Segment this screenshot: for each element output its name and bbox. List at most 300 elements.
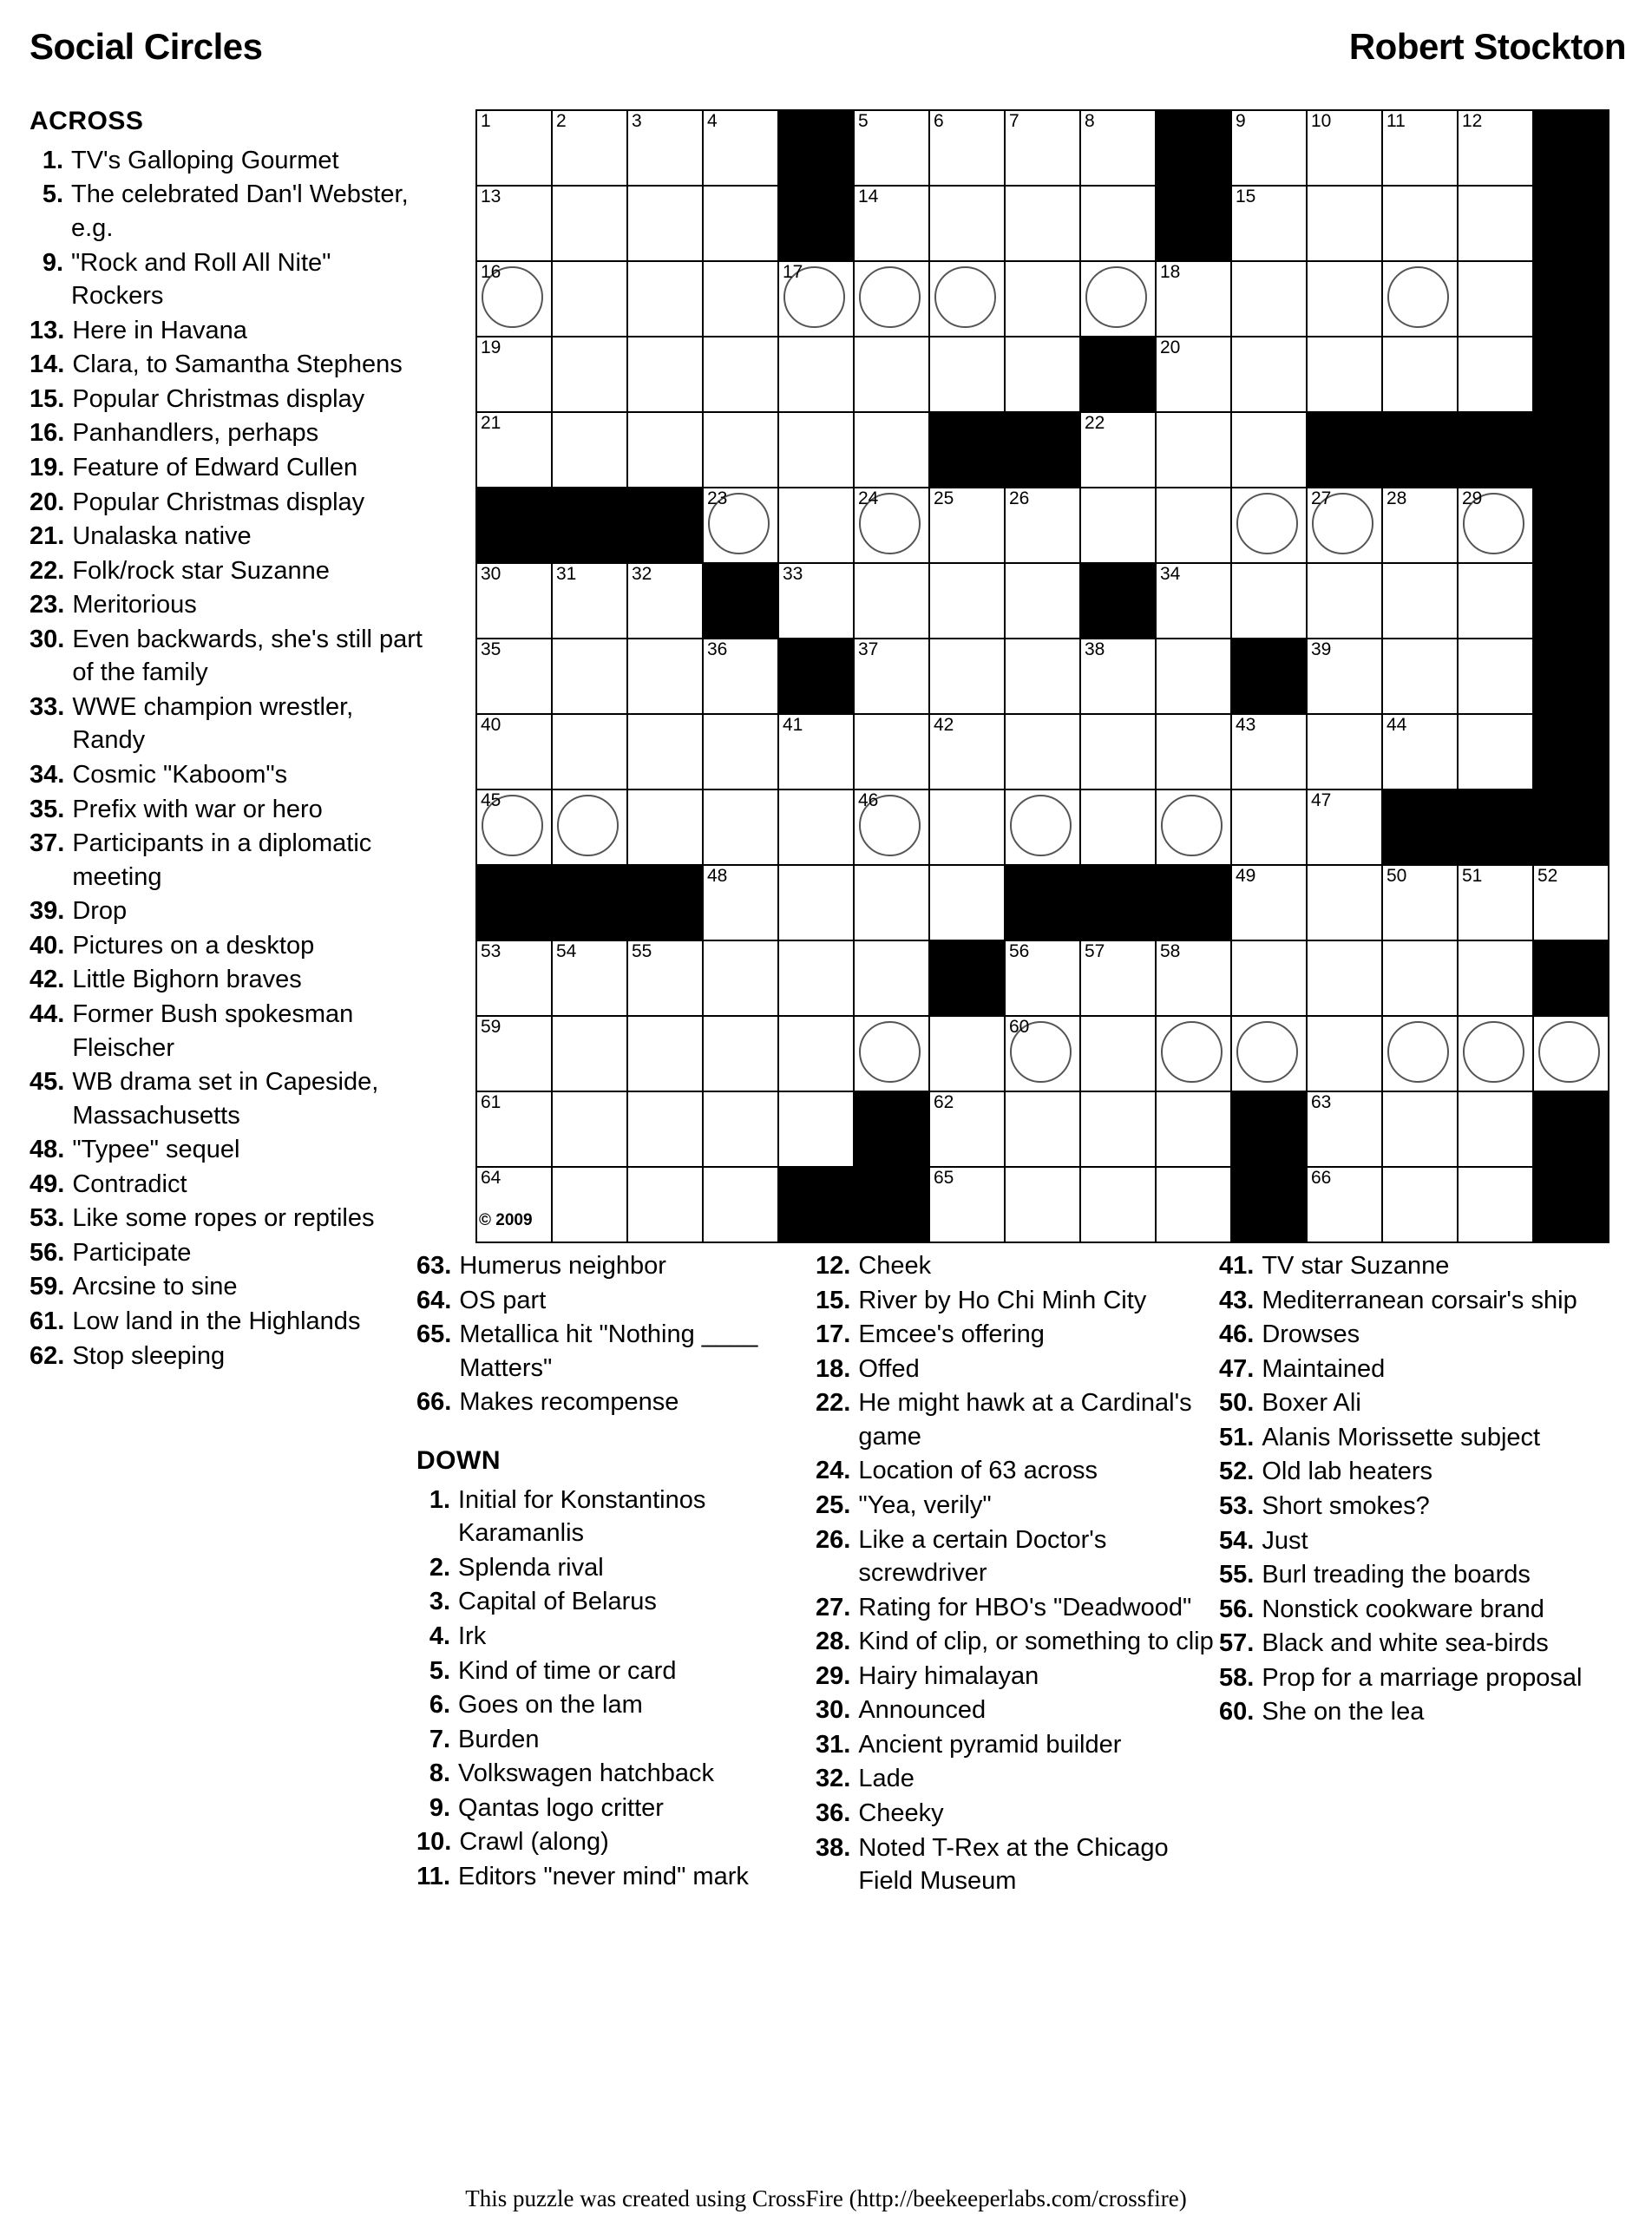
grid-cell[interactable] [1156, 563, 1231, 639]
grid-cell[interactable] [552, 412, 627, 488]
grid-cell[interactable] [1307, 186, 1382, 261]
grid-cell[interactable] [1156, 1167, 1231, 1242]
grid-cell[interactable] [1080, 1091, 1156, 1167]
grid-cell[interactable] [552, 1167, 627, 1242]
grid-cell[interactable] [1458, 488, 1533, 563]
across-clue-item[interactable] [30, 348, 429, 382]
across-clue-item[interactable] [30, 486, 429, 520]
grid-cell[interactable] [1231, 488, 1307, 563]
down-clue-item[interactable] [816, 1249, 1219, 1283]
down-clue-item[interactable] [1219, 1284, 1627, 1318]
grid-cell[interactable] [854, 412, 929, 488]
grid-cell[interactable] [1458, 1167, 1533, 1242]
clue-text: River by Ho Chi Minh City [858, 1286, 1147, 1314]
grid-cell[interactable] [1231, 1016, 1307, 1091]
circle-marker-icon [557, 795, 619, 856]
grid-cell[interactable] [1382, 714, 1458, 789]
grid-cell[interactable] [1005, 186, 1080, 261]
grid-cell[interactable] [1005, 261, 1080, 337]
grid-cell[interactable] [552, 1016, 627, 1091]
grid-block-cell [1533, 261, 1609, 337]
grid-cell[interactable] [778, 563, 854, 639]
grid-cell[interactable] [1080, 412, 1156, 488]
grid-cell[interactable] [1307, 261, 1382, 337]
grid-cell[interactable] [703, 488, 778, 563]
down-clue-item[interactable] [816, 1762, 1219, 1796]
grid-cell[interactable] [1458, 337, 1533, 412]
grid-cell[interactable] [1156, 412, 1231, 488]
down-clue-item[interactable] [416, 1723, 816, 1757]
across-clue-item[interactable] [30, 894, 429, 928]
down-clue-item[interactable] [1219, 1318, 1627, 1352]
down-clue-item[interactable] [816, 1728, 1219, 1762]
grid-cell[interactable] [1156, 261, 1231, 337]
grid-cell[interactable] [627, 639, 703, 714]
grid-cell[interactable] [778, 488, 854, 563]
grid-cell[interactable] [1458, 639, 1533, 714]
across-clue-item[interactable] [30, 554, 429, 588]
grid-cell[interactable] [1231, 865, 1307, 940]
grid-cell[interactable] [476, 261, 552, 337]
grid-cell[interactable] [552, 789, 627, 865]
grid-cell[interactable] [1005, 563, 1080, 639]
down-clue-item[interactable] [416, 1551, 816, 1585]
across-clue-item[interactable] [30, 1340, 429, 1373]
grid-cell[interactable] [1382, 261, 1458, 337]
grid-cell-number: 49 [1236, 866, 1256, 886]
grid-row [476, 337, 1609, 412]
down-clue-item[interactable] [816, 1284, 1219, 1318]
grid-cell[interactable] [1382, 1091, 1458, 1167]
grid-cell[interactable] [778, 261, 854, 337]
down-clue-item[interactable] [816, 1831, 1219, 1898]
grid-cell[interactable] [552, 940, 627, 1016]
clue-number: 1. [429, 1485, 450, 1514]
grid-cell[interactable] [929, 789, 1005, 865]
grid-cell[interactable] [778, 789, 854, 865]
grid-cell[interactable] [854, 337, 929, 412]
grid-cell[interactable] [1005, 488, 1080, 563]
circle-marker-icon [934, 266, 996, 328]
across-clue-item[interactable] [30, 588, 429, 622]
grid-block-cell [627, 865, 703, 940]
down-clue-item[interactable] [1219, 1558, 1627, 1592]
across-clue-item[interactable] [30, 1270, 429, 1304]
across-clue-item[interactable] [30, 758, 429, 792]
grid-cell[interactable] [929, 1016, 1005, 1091]
grid-cell[interactable] [854, 789, 929, 865]
grid-cell[interactable] [1005, 1167, 1080, 1242]
grid-cell[interactable] [854, 186, 929, 261]
across-clue-item[interactable] [30, 793, 429, 827]
grid-cell[interactable] [476, 1091, 552, 1167]
grid-cell[interactable] [1458, 714, 1533, 789]
grid-cell[interactable] [854, 488, 929, 563]
across-clue-item[interactable] [30, 827, 429, 894]
down-clue-item[interactable] [1219, 1524, 1627, 1558]
grid-cell[interactable] [1382, 940, 1458, 1016]
across-clue-item[interactable] [30, 144, 429, 178]
across-clue-item[interactable] [30, 623, 429, 690]
grid-cell[interactable] [1382, 563, 1458, 639]
grid-cell-number: 7 [1009, 111, 1019, 131]
grid-cell[interactable] [476, 186, 552, 261]
down-clue-item[interactable] [416, 1620, 816, 1654]
grid-cell[interactable] [1156, 714, 1231, 789]
across-clue-item[interactable] [30, 246, 429, 313]
across-clue-item[interactable] [30, 314, 429, 348]
clue-number: 57. [1219, 1629, 1255, 1658]
grid-cell[interactable] [1382, 639, 1458, 714]
grid-row [476, 714, 1609, 789]
grid-cell[interactable] [1231, 261, 1307, 337]
clue-number: 65. [416, 1320, 452, 1349]
grid-cell[interactable] [552, 639, 627, 714]
grid-cell[interactable] [1080, 639, 1156, 714]
grid-cell[interactable] [929, 865, 1005, 940]
grid-cell[interactable] [854, 563, 929, 639]
grid-cell-number: 11 [1386, 111, 1406, 131]
grid-cell[interactable] [552, 186, 627, 261]
across-clue-item[interactable] [30, 963, 429, 997]
grid-cell[interactable] [1156, 940, 1231, 1016]
grid-cell[interactable] [1231, 412, 1307, 488]
grid-cell[interactable] [476, 639, 552, 714]
grid-cell[interactable] [627, 1016, 703, 1091]
grid-cell[interactable] [1080, 488, 1156, 563]
grid-cell[interactable] [778, 412, 854, 488]
grid-cell[interactable] [1307, 639, 1382, 714]
clue-text: Alanis Morissette subject [1262, 1423, 1541, 1451]
grid-cell[interactable] [929, 110, 1005, 186]
grid-block-cell [1533, 563, 1609, 639]
across-clue-list-1 [30, 144, 429, 1373]
across-clue-item[interactable] [30, 520, 429, 554]
down-clue-item[interactable] [816, 1625, 1219, 1659]
grid-cell[interactable] [1080, 714, 1156, 789]
clue-text: He might hawk at a Cardinal's game [858, 1389, 1192, 1451]
grid-cell[interactable] [1382, 488, 1458, 563]
down-clue-item[interactable] [1219, 1386, 1627, 1420]
grid-cell[interactable] [854, 639, 929, 714]
grid-cell[interactable] [627, 337, 703, 412]
grid-cell[interactable] [703, 714, 778, 789]
grid-block-cell [778, 1167, 854, 1242]
grid-cell[interactable] [1005, 940, 1080, 1016]
grid-cell[interactable] [1231, 714, 1307, 789]
grid-cell[interactable] [1382, 337, 1458, 412]
down-clue-item[interactable] [816, 1660, 1219, 1694]
across-clue-item[interactable] [30, 691, 429, 757]
grid-cell[interactable] [476, 714, 552, 789]
grid-cell[interactable] [1382, 1016, 1458, 1091]
grid-cell-number: 32 [632, 564, 652, 584]
grid-cell[interactable] [552, 563, 627, 639]
grid-cell-number: 9 [1236, 111, 1246, 131]
across-clue-item[interactable] [30, 178, 429, 245]
grid-cell[interactable] [703, 412, 778, 488]
grid-cell[interactable] [627, 1167, 703, 1242]
grid-cell[interactable] [929, 1167, 1005, 1242]
clue-number: 14. [30, 351, 65, 379]
grid-cell[interactable] [627, 186, 703, 261]
grid-cell[interactable] [1307, 865, 1382, 940]
down-clue-item[interactable] [1219, 1593, 1627, 1627]
grid-cell[interactable] [1080, 789, 1156, 865]
down-clue-item[interactable] [1219, 1627, 1627, 1661]
grid-cell[interactable] [1231, 110, 1307, 186]
grid-cell[interactable] [703, 261, 778, 337]
grid-table[interactable] [475, 109, 1609, 1243]
down-clue-item[interactable] [416, 1825, 816, 1859]
grid-cell[interactable] [1156, 1091, 1231, 1167]
down-clue-item[interactable] [816, 1797, 1219, 1831]
grid-cell[interactable] [1231, 337, 1307, 412]
grid-cell[interactable] [929, 261, 1005, 337]
grid-cell[interactable] [703, 110, 778, 186]
grid-cell[interactable] [1080, 261, 1156, 337]
grid-cell[interactable] [1458, 940, 1533, 1016]
grid-cell[interactable] [476, 563, 552, 639]
grid-cell[interactable] [1458, 563, 1533, 639]
across-clue-item[interactable] [416, 1386, 816, 1419]
down-clue-item[interactable] [1219, 1490, 1627, 1523]
down-clue-item[interactable] [816, 1386, 1219, 1453]
grid-cell-number: 28 [1386, 488, 1407, 508]
grid-cell[interactable] [778, 337, 854, 412]
grid-cell[interactable] [1458, 186, 1533, 261]
grid-cell[interactable] [703, 1167, 778, 1242]
grid-row [476, 563, 1609, 639]
grid-cell[interactable] [1156, 789, 1231, 865]
circle-marker-icon [1387, 1021, 1449, 1083]
grid-cell[interactable] [778, 865, 854, 940]
across-clue-item[interactable] [30, 383, 429, 416]
grid-cell[interactable] [1307, 1091, 1382, 1167]
grid-cell[interactable] [929, 1091, 1005, 1167]
down-clue-item[interactable] [1219, 1249, 1627, 1283]
down-clue-item[interactable] [416, 1860, 816, 1894]
grid-cell[interactable] [778, 1016, 854, 1091]
grid-cell[interactable] [1231, 563, 1307, 639]
grid-cell[interactable] [627, 714, 703, 789]
down-clue-item[interactable] [1219, 1353, 1627, 1386]
across-clue-item[interactable] [30, 1065, 429, 1132]
grid-cell[interactable] [476, 412, 552, 488]
grid-cell[interactable] [703, 1091, 778, 1167]
crossword-grid[interactable] [475, 109, 1609, 1243]
grid-cell[interactable] [778, 940, 854, 1016]
down-clue-item[interactable] [816, 1489, 1219, 1523]
clue-number: 39. [30, 897, 65, 926]
down-clue-item[interactable] [1219, 1661, 1627, 1695]
grid-cell[interactable] [1307, 789, 1382, 865]
down-clue-item[interactable] [416, 1688, 816, 1722]
grid-cell[interactable] [1156, 639, 1231, 714]
grid-cell[interactable] [854, 865, 929, 940]
grid-block-cell [1533, 639, 1609, 714]
across-clue-item[interactable] [30, 998, 429, 1065]
grid-cell[interactable] [1005, 110, 1080, 186]
grid-cell[interactable] [1458, 865, 1533, 940]
grid-cell[interactable] [1458, 110, 1533, 186]
grid-cell[interactable] [703, 639, 778, 714]
grid-cell[interactable] [929, 563, 1005, 639]
grid-cell[interactable] [1307, 488, 1382, 563]
grid-row [476, 412, 1609, 488]
grid-cell[interactable] [929, 714, 1005, 789]
grid-cell[interactable] [1156, 488, 1231, 563]
grid-cell[interactable] [929, 337, 1005, 412]
grid-cell[interactable] [1458, 1016, 1533, 1091]
clue-text: Popular Christmas display [72, 488, 365, 516]
grid-cell-number: 6 [934, 111, 944, 131]
down-clue-item[interactable] [816, 1454, 1219, 1488]
down-clue-item[interactable] [416, 1792, 816, 1825]
grid-cell[interactable] [476, 337, 552, 412]
clue-number: 9. [42, 248, 63, 277]
grid-cell[interactable] [1005, 714, 1080, 789]
down-clue-item[interactable] [416, 1757, 816, 1791]
clue-text: Short smokes? [1262, 1491, 1430, 1520]
grid-cell[interactable] [854, 1016, 929, 1091]
grid-cell[interactable] [1005, 1016, 1080, 1091]
down-clue-item[interactable] [816, 1694, 1219, 1727]
grid-cell[interactable] [1307, 714, 1382, 789]
grid-cell[interactable] [1080, 1167, 1156, 1242]
clue-number: 15. [816, 1286, 851, 1314]
across-clue-item[interactable] [30, 929, 429, 963]
grid-cell[interactable] [1080, 186, 1156, 261]
across-clue-item[interactable] [416, 1318, 816, 1385]
grid-cell[interactable] [552, 110, 627, 186]
grid-cell[interactable] [627, 412, 703, 488]
grid-cell[interactable] [703, 940, 778, 1016]
grid-cell[interactable] [1080, 110, 1156, 186]
grid-cell[interactable] [1231, 940, 1307, 1016]
down-clue-item[interactable] [816, 1353, 1219, 1386]
grid-cell[interactable] [1156, 1016, 1231, 1091]
down-clue-item[interactable] [1219, 1695, 1627, 1729]
grid-cell[interactable] [778, 1091, 854, 1167]
across-clue-item[interactable] [30, 451, 429, 485]
grid-cell[interactable] [854, 261, 929, 337]
grid-cell[interactable] [1231, 186, 1307, 261]
grid-cell[interactable] [552, 261, 627, 337]
down-clue-item[interactable] [816, 1318, 1219, 1352]
down-clue-item[interactable] [1219, 1455, 1627, 1489]
grid-cell[interactable] [1307, 110, 1382, 186]
across-clue-item[interactable] [30, 1202, 429, 1235]
across-clue-item[interactable] [416, 1284, 816, 1318]
down-clue-item[interactable] [1219, 1421, 1627, 1455]
grid-cell[interactable] [1533, 1016, 1609, 1091]
grid-cell[interactable] [476, 110, 552, 186]
grid-cell[interactable] [703, 789, 778, 865]
clue-number: 8. [429, 1759, 450, 1788]
grid-cell[interactable] [1080, 940, 1156, 1016]
grid-cell[interactable] [1382, 186, 1458, 261]
grid-block-cell [778, 186, 854, 261]
grid-cell[interactable] [1005, 789, 1080, 865]
grid-cell[interactable] [703, 186, 778, 261]
down-clue-item[interactable] [816, 1523, 1219, 1590]
grid-cell-number: 63 [1311, 1092, 1332, 1112]
grid-cell[interactable] [1307, 1167, 1382, 1242]
grid-cell[interactable] [1231, 789, 1307, 865]
clue-text: Unalaska native [72, 522, 252, 551]
grid-cell[interactable] [854, 940, 929, 1016]
grid-cell[interactable] [1080, 1016, 1156, 1091]
grid-cell[interactable] [929, 186, 1005, 261]
grid-cell[interactable] [476, 1167, 552, 1242]
grid-cell[interactable] [627, 110, 703, 186]
grid-cell[interactable] [1533, 865, 1609, 940]
grid-cell[interactable] [627, 1091, 703, 1167]
grid-cell[interactable] [552, 1091, 627, 1167]
grid-cell[interactable] [1307, 563, 1382, 639]
grid-cell[interactable] [1458, 1091, 1533, 1167]
grid-cell[interactable] [778, 714, 854, 789]
clue-number: 1. [42, 146, 63, 174]
grid-cell[interactable] [1458, 261, 1533, 337]
across-clue-item[interactable] [416, 1249, 816, 1283]
grid-cell[interactable] [476, 789, 552, 865]
grid-cell-number: 37 [858, 639, 879, 659]
across-clue-item[interactable] [30, 1236, 429, 1270]
grid-cell[interactable] [1156, 337, 1231, 412]
across-clue-item[interactable] [30, 416, 429, 450]
grid-cell[interactable] [929, 639, 1005, 714]
grid-cell[interactable] [1307, 940, 1382, 1016]
grid-cell[interactable] [1005, 639, 1080, 714]
grid-cell[interactable] [1307, 1016, 1382, 1091]
grid-cell[interactable] [627, 261, 703, 337]
grid-cell[interactable] [552, 714, 627, 789]
clue-column-3 [816, 1249, 1219, 1899]
grid-cell[interactable] [627, 940, 703, 1016]
grid-cell[interactable] [703, 337, 778, 412]
grid-cell[interactable] [476, 940, 552, 1016]
down-clue-item[interactable] [416, 1585, 816, 1619]
across-clue-item[interactable] [30, 1305, 429, 1339]
grid-cell[interactable] [476, 1016, 552, 1091]
grid-cell[interactable] [552, 337, 627, 412]
grid-cell[interactable] [1005, 1091, 1080, 1167]
clue-text: WB drama set in Capeside, Massachusetts [72, 1068, 379, 1130]
across-clue-item[interactable] [30, 1168, 429, 1202]
grid-cell[interactable] [1382, 1167, 1458, 1242]
grid-cell[interactable] [627, 563, 703, 639]
down-clue-item[interactable] [416, 1654, 816, 1688]
grid-cell[interactable] [1382, 110, 1458, 186]
grid-cell[interactable] [854, 110, 929, 186]
down-clue-item[interactable] [816, 1591, 1219, 1625]
grid-cell-number: 62 [934, 1092, 954, 1112]
grid-cell[interactable] [703, 865, 778, 940]
grid-cell[interactable] [1307, 337, 1382, 412]
grid-cell[interactable] [703, 1016, 778, 1091]
grid-cell[interactable] [1005, 337, 1080, 412]
across-clue-item[interactable] [30, 1133, 429, 1167]
grid-cell[interactable] [854, 714, 929, 789]
grid-cell[interactable] [627, 789, 703, 865]
clue-text: Editors "never mind" mark [458, 1862, 749, 1890]
grid-cell[interactable] [929, 488, 1005, 563]
grid-cell[interactable] [1382, 865, 1458, 940]
down-clue-item[interactable] [416, 1484, 816, 1550]
grid-cell-number: 46 [858, 790, 879, 810]
